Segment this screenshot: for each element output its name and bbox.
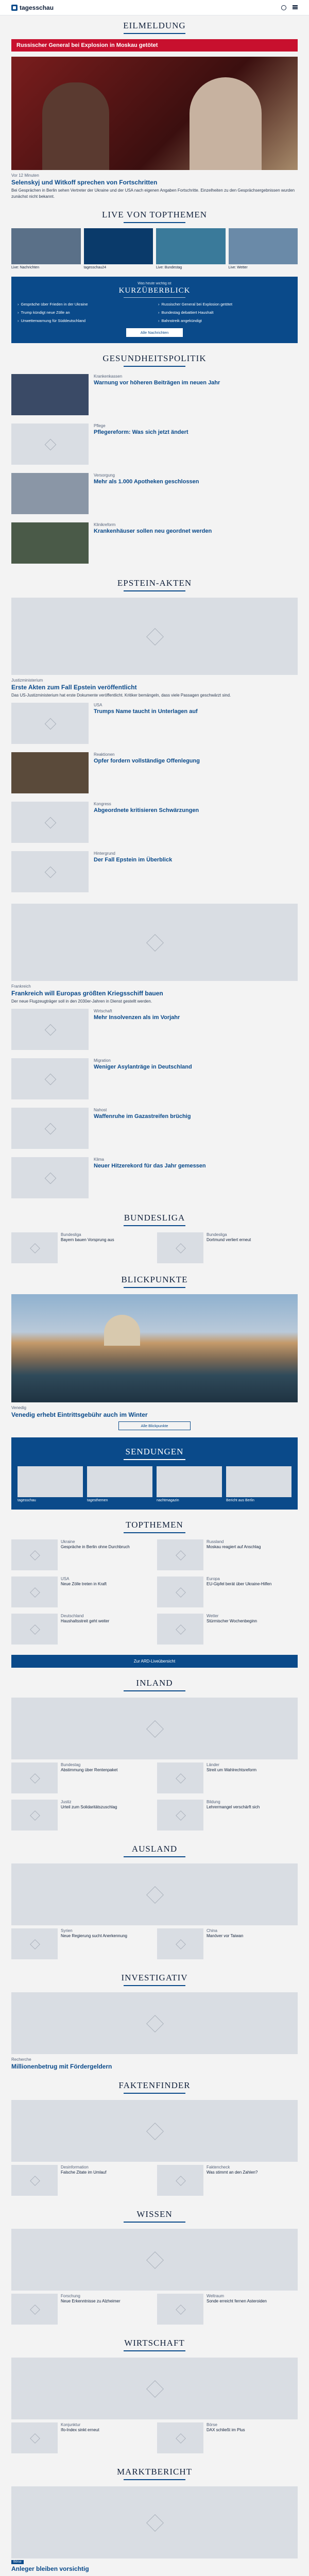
- story-item[interactable]: [11, 2165, 152, 2196]
- story-image: [157, 2294, 203, 2325]
- sendung-item[interactable]: [226, 1466, 291, 1502]
- story-kicker: Klima: [94, 1157, 105, 1162]
- section-rule: [124, 1532, 185, 1533]
- section-rule: [124, 590, 185, 591]
- story-headline[interactable]: Mehr Insolvenzen als im Vorjahr: [94, 1014, 180, 1021]
- story-kicker: Länder: [207, 1762, 219, 1767]
- story-kicker: USA: [61, 1576, 70, 1581]
- live-thumb: [84, 228, 153, 264]
- sendungen-header: [18, 1442, 291, 1463]
- story-item[interactable]: [11, 2294, 152, 2325]
- section-title: INLAND: [136, 1677, 173, 1688]
- story-item[interactable]: [0, 518, 309, 568]
- story-kicker: Wirtschaft: [94, 1008, 112, 1013]
- story-kicker: Krankenkassen: [94, 374, 123, 379]
- story-item[interactable]: [0, 798, 309, 847]
- story-headline[interactable]: Weniger Asylanträge in Deutschland: [94, 1063, 192, 1070]
- section-title: MARKTBERICHT: [116, 2466, 193, 2477]
- hero-headline[interactable]: Selenskyj und Witkoff sprechen von Fortschritten: [11, 179, 158, 186]
- inland-header: [0, 1673, 309, 1694]
- story-headline[interactable]: Opfer fordern vollständige Offenlegung: [94, 758, 200, 765]
- story-image: [157, 1762, 203, 1793]
- menu-icon[interactable]: [293, 5, 298, 9]
- kurz-item[interactable]: › Russischer General bei Explosion getötet: [158, 302, 291, 307]
- section-title: INVESTIGATIV: [121, 1972, 188, 1982]
- story-item[interactable]: [157, 1762, 298, 1793]
- story-kicker: Venedig: [11, 1405, 26, 1410]
- story-image: [11, 1009, 89, 1050]
- ausland-row: [0, 1925, 309, 1962]
- live-card[interactable]: [229, 228, 298, 269]
- story-kicker: Reaktionen: [94, 752, 115, 757]
- topthemen-row: [0, 1536, 309, 1573]
- story-item[interactable]: [11, 1539, 152, 1570]
- sendung-item[interactable]: [18, 1466, 83, 1502]
- sendung-item[interactable]: [157, 1466, 222, 1502]
- kurz-item[interactable]: › Unwetterwarnung für Süddeutschland: [18, 318, 151, 324]
- story-kicker: Bildung: [207, 1799, 220, 1804]
- blickpunkte-header: [0, 1269, 309, 1291]
- markt-links: [0, 2572, 309, 2576]
- kurz-rule: [124, 297, 185, 298]
- story-headline[interactable]: Der Fall Epstein im Überblick: [94, 857, 173, 863]
- section-title: BLICKPUNKTE: [121, 1274, 188, 1284]
- story-item[interactable]: [0, 748, 309, 798]
- story-image: [157, 1232, 203, 1263]
- story-headline[interactable]: Neue Zölle treten in Kraft: [61, 1582, 107, 1587]
- story-kicker: Klinikreform: [94, 522, 116, 528]
- story-headline[interactable]: Bayern bauen Vorsprung aus: [61, 1238, 114, 1243]
- story-image: [157, 2422, 203, 2453]
- story-kicker: Kongress: [94, 802, 111, 807]
- story-item[interactable]: [157, 1800, 298, 1831]
- story-headline[interactable]: Manöver vor Taiwan: [207, 1934, 244, 1939]
- hero-teaser: Bei Gesprächen in Berlin sehen Vertreter der Ukraine und der USA nach eigenen Angaben Fortschritte. Einzelheiten zu den Gesprächsergebnissen wurden zunächst nicht bekannt.: [11, 188, 295, 199]
- section-title: WIRTSCHAFT: [124, 2337, 185, 2348]
- story-kicker: Bundesliga: [207, 1232, 227, 1237]
- faktenfinder-header: [0, 2075, 309, 2097]
- story-item[interactable]: [0, 469, 309, 518]
- live-thumb: [11, 228, 81, 264]
- story-image: [11, 752, 89, 793]
- section-title: GESUNDHEITSPOLITIK: [102, 353, 207, 364]
- story-headline[interactable]: Abgeordnete kritisieren Schwärzungen: [94, 807, 199, 814]
- story-image: [157, 1928, 203, 1959]
- story-tag: Börse: [11, 2560, 24, 2564]
- story-item[interactable]: [0, 1153, 309, 1202]
- section-title: EILMELDUNG: [123, 21, 186, 30]
- wissen-header: [0, 2204, 309, 2226]
- story-headline[interactable]: Urteil zum Solidaritätszuschlag: [61, 1805, 117, 1810]
- story-headline[interactable]: Waffenruhe im Gazastreifen brüchig: [94, 1113, 191, 1120]
- story-headline[interactable]: Neue Erkenntnisse zu Alzheimer: [61, 2299, 121, 2304]
- story-image: [11, 1232, 58, 1263]
- story-image: [11, 2422, 58, 2453]
- breaking-news-link[interactable]: Russischer General bei Explosion in Moskau getötet: [11, 39, 298, 52]
- story-item[interactable]: [0, 1104, 309, 1153]
- markt-image[interactable]: [11, 2486, 298, 2558]
- hero-kicker: Vor 12 Minuten: [11, 173, 39, 178]
- story-kicker: Justizministerium: [11, 678, 43, 683]
- site-header: [0, 0, 309, 15]
- investigativ-header: [0, 1968, 309, 1989]
- story-kicker: Migration: [94, 1058, 111, 1063]
- sendung-thumb: [157, 1466, 222, 1497]
- story-image: [157, 2165, 203, 2196]
- venice-dome: [104, 1315, 140, 1346]
- story-kicker: Forschung: [61, 2293, 80, 2298]
- story-headline[interactable]: Pflegereform: Was sich jetzt ändert: [94, 429, 188, 436]
- topthemen-row: [0, 1573, 309, 1611]
- sendung-thumb: [226, 1466, 291, 1497]
- sendung-label: Bericht aus Berlin: [226, 1498, 254, 1502]
- story-kicker: Hintergrund: [94, 851, 115, 856]
- bundesliga-row: [0, 1229, 309, 1266]
- kurz-item[interactable]: › Trump kündigt neue Zölle an: [18, 310, 151, 315]
- all-news-button[interactable]: Alle Nachrichten: [126, 328, 183, 337]
- section-rule: [124, 1225, 185, 1226]
- story-item[interactable]: [157, 2422, 298, 2453]
- hero-person-right: [190, 77, 262, 170]
- sendung-thumb: [18, 1466, 83, 1497]
- section-rule: [124, 2093, 185, 2094]
- epstein-lead-story[interactable]: [0, 678, 309, 699]
- investigativ-image[interactable]: [11, 1992, 298, 2054]
- blickpunkte-image[interactable]: [11, 1294, 298, 1402]
- inland-row: [0, 1797, 309, 1834]
- bundesliga-header: [0, 1208, 309, 1229]
- wirtschaft-row: [0, 2419, 309, 2456]
- story-image: [11, 802, 89, 843]
- section-rule: [124, 1856, 185, 1857]
- story-headline[interactable]: Dortmund verliert erneut: [207, 1238, 251, 1243]
- section-rule: [124, 1985, 185, 1986]
- story-image: [11, 2165, 58, 2196]
- story-kicker: Russland: [207, 1539, 224, 1544]
- story-teaser: Der neue Flugzeugträger soll in den 2030er-Jahren in Dienst gestellt werden.: [11, 999, 152, 1004]
- story-image: [11, 1614, 58, 1645]
- story-item[interactable]: [0, 847, 309, 896]
- story-image: [11, 1928, 58, 1959]
- story-image: [157, 1614, 203, 1645]
- search-icon[interactable]: [281, 5, 286, 10]
- section-title: EPSTEIN-AKTEN: [117, 578, 192, 588]
- feature-story[interactable]: [0, 984, 309, 1005]
- story-image: [11, 1539, 58, 1570]
- story-item[interactable]: [0, 1005, 309, 1054]
- story-headline[interactable]: Sonde erreicht fernen Asteroiden: [207, 2299, 267, 2304]
- story-headline[interactable]: EU-Gipfel berät über Ukraine-Hilfen: [207, 1582, 272, 1587]
- live-header: [0, 205, 309, 226]
- live-thumb: [156, 228, 226, 264]
- ausland-image[interactable]: [11, 1863, 298, 1925]
- story-image: [157, 1539, 203, 1570]
- wirtschaft-header: [0, 2333, 309, 2354]
- epstein-header: [0, 573, 309, 595]
- story-image: [11, 703, 89, 744]
- story-headline[interactable]: Anleger bleiben vorsichtig: [11, 2565, 89, 2572]
- story-image: [11, 1058, 89, 1099]
- story-kicker: Deutschland: [61, 1613, 84, 1618]
- wissen-image[interactable]: [11, 2229, 298, 2291]
- ausland-header: [0, 1839, 309, 1860]
- section-title: WISSEN: [136, 2209, 173, 2219]
- story-headline[interactable]: Ifo-Index sinkt erneut: [61, 2428, 99, 2433]
- story-headline[interactable]: Mehr als 1.000 Apotheken geschlossen: [94, 479, 199, 485]
- faktenfinder-image[interactable]: [11, 2100, 298, 2162]
- kurzueberblick-box: [11, 277, 298, 343]
- story-item[interactable]: [11, 1762, 152, 1793]
- story-headline[interactable]: Falsche Zitate im Umlauf: [61, 2170, 107, 2175]
- story-item[interactable]: [11, 1577, 152, 1607]
- section-rule: [124, 1690, 185, 1691]
- topthemen-header: [0, 1515, 309, 1536]
- story-item[interactable]: [157, 1577, 298, 1607]
- section-rule: [124, 2222, 185, 2223]
- section-title: AUSLAND: [131, 1843, 178, 1854]
- section-title: TOPTHEMEN: [126, 1519, 183, 1530]
- live-caption: tagesschau24: [83, 266, 107, 270]
- story-image: [11, 423, 89, 465]
- story-image: [11, 1108, 89, 1149]
- story-item[interactable]: [157, 2294, 298, 2325]
- story-item[interactable]: [157, 2165, 298, 2196]
- kurz-item[interactable]: › Bundestag debattiert Haushalt: [158, 310, 291, 315]
- story-item[interactable]: [11, 1928, 152, 1959]
- story-headline[interactable]: Neue Regierung sucht Anerkennung: [61, 1934, 127, 1939]
- hero-story[interactable]: [0, 173, 309, 199]
- section-rule: [124, 2350, 185, 2351]
- story-headline[interactable]: Haushaltsstreit geht weiter: [61, 1619, 110, 1624]
- section-rule: [124, 1459, 185, 1460]
- story-headline[interactable]: Was stimmt an den Zahlen?: [207, 2170, 258, 2175]
- story-item[interactable]: [0, 699, 309, 748]
- kurz-title: KURZÜBERBLICK: [118, 286, 191, 295]
- wirtschaft-image[interactable]: [11, 2358, 298, 2419]
- kurz-list: [18, 302, 291, 323]
- story-image: [11, 1762, 58, 1793]
- markt-header: [0, 2462, 309, 2483]
- live-card[interactable]: [156, 228, 226, 269]
- story-headline[interactable]: Moskau reagiert auf Anschlag: [207, 1545, 261, 1550]
- logo-icon: [11, 5, 18, 11]
- story-kicker: Weltraum: [207, 2293, 225, 2298]
- story-image: [11, 374, 89, 415]
- story-headline[interactable]: Erste Akten zum Fall Epstein veröffentlicht: [11, 684, 137, 691]
- story-image: [11, 2294, 58, 2325]
- story-kicker: Justiz: [61, 1799, 72, 1804]
- inland-image[interactable]: [11, 1698, 298, 1759]
- live-caption: Live: Nachrichten: [11, 266, 40, 270]
- section-title: LIVE VON TOPTHEMEN: [101, 210, 208, 220]
- hero-image[interactable]: [11, 57, 298, 170]
- section-title: BUNDESLIGA: [124, 1212, 185, 1223]
- section-rule: [124, 33, 185, 34]
- story-headline[interactable]: Krankenhäuser sollen neu geordnet werden: [94, 528, 212, 535]
- topthemen-row: [0, 1611, 309, 1648]
- story-headline[interactable]: Trumps Name taucht in Unterlagen auf: [94, 708, 198, 715]
- hero-person-left: [42, 82, 109, 170]
- sendung-label: tagesthemen: [87, 1498, 108, 1502]
- sendung-label: tagesschau: [18, 1498, 36, 1502]
- story-image: [11, 1157, 89, 1198]
- story-kicker: Faktencheck: [207, 2164, 230, 2170]
- story-headline[interactable]: Abstimmung über Rentenpaket: [61, 1768, 118, 1773]
- section-title: FAKTENFINDER: [118, 2080, 191, 2090]
- blickpunkte-story[interactable]: [0, 1405, 309, 1418]
- story-item[interactable]: [157, 1539, 298, 1570]
- section-title: SENDUNGEN: [125, 1446, 184, 1456]
- section-rule: [124, 1287, 185, 1288]
- story-image: [11, 522, 89, 564]
- live-card[interactable]: [84, 228, 153, 269]
- epstein-image[interactable]: [11, 598, 298, 675]
- logo-text: tagesschau: [20, 4, 54, 11]
- inland-row: [0, 1759, 309, 1797]
- story-kicker: Frankreich: [11, 984, 31, 989]
- faktenfinder-row: [0, 2162, 309, 2199]
- story-headline[interactable]: Millionenbetrug mit Fördergeldern: [11, 2062, 112, 2070]
- story-headline[interactable]: DAX schließt im Plus: [207, 2428, 245, 2433]
- story-kicker: Bundesliga: [61, 1232, 81, 1237]
- sendungen-box: [11, 1437, 298, 1510]
- story-kicker: Syrien: [61, 1928, 73, 1933]
- sendung-thumb: [87, 1466, 152, 1497]
- story-kicker: Versorgung: [94, 473, 115, 478]
- kurz-kicker: Was heute wichtig ist: [138, 282, 171, 286]
- story-image: [157, 1577, 203, 1607]
- story-item[interactable]: [0, 370, 309, 419]
- story-kicker: China: [207, 1928, 217, 1933]
- story-kicker: Recherche: [11, 2057, 31, 2062]
- story-image: [11, 473, 89, 514]
- story-teaser: Das US-Justizministerium hat erste Dokumente veröffentlicht. Kritiker bemängeln, dass viele Passagen geschwärzt sind.: [11, 693, 231, 698]
- story-kicker: Ukraine: [61, 1539, 75, 1544]
- story-kicker: Pflege: [94, 423, 106, 429]
- story-image: [11, 1577, 58, 1607]
- story-headline[interactable]: Streit um Wahlrechtsreform: [207, 1768, 257, 1773]
- story-image: [157, 1800, 203, 1831]
- story-kicker: Bundestag: [61, 1762, 81, 1767]
- story-headline[interactable]: Stürmischer Wochenbeginn: [207, 1619, 258, 1624]
- all-blickpunkte-button[interactable]: Alle Blickpunkte: [118, 1421, 191, 1430]
- gesundheit-header: [0, 348, 309, 370]
- live-thumb: [229, 228, 298, 264]
- story-image: [11, 851, 89, 892]
- sendung-item[interactable]: [87, 1466, 152, 1502]
- story-item[interactable]: [11, 1800, 152, 1831]
- story-kicker: Nahost: [94, 1107, 107, 1112]
- story-item[interactable]: [157, 1232, 298, 1263]
- story-headline[interactable]: Frankreich will Europas größten Kriegsschiff bauen: [11, 990, 163, 997]
- markt-story[interactable]: [0, 2558, 309, 2572]
- story-kicker: Börse: [207, 2422, 217, 2427]
- story-headline[interactable]: Neuer Hitzerekord für das Jahr gemessen: [94, 1162, 206, 1169]
- tagesschau-logo[interactable]: [11, 4, 54, 11]
- story-headline[interactable]: Gespräche in Berlin ohne Durchbruch: [61, 1545, 130, 1550]
- kurz-item[interactable]: › Bahnstreik angekündigt: [158, 318, 291, 324]
- story-kicker: USA: [94, 703, 102, 708]
- story-headline[interactable]: Lehrermangel verschärft sich: [207, 1805, 260, 1810]
- story-kicker: Konjunktur: [61, 2422, 81, 2427]
- story-item[interactable]: [157, 1614, 298, 1645]
- story-kicker: Wetter: [207, 1613, 219, 1618]
- ard-live-banner[interactable]: Zur ARD-Liveübersicht: [11, 1655, 298, 1668]
- kurz-item[interactable]: › Gespräche über Frieden in der Ukraine: [18, 302, 151, 307]
- sendungen-grid: [18, 1466, 291, 1502]
- story-image: [11, 1800, 58, 1831]
- story-headline[interactable]: Warnung vor höheren Beiträgen im neuen Jahr: [94, 380, 220, 386]
- story-item[interactable]: [0, 419, 309, 469]
- story-kicker: Europa: [207, 1576, 220, 1581]
- wissen-row: [0, 2291, 309, 2328]
- header-icons: [281, 5, 298, 10]
- live-caption: Live: Wetter: [228, 266, 248, 270]
- section-rule: [124, 366, 185, 367]
- sendung-label: nachtmagazin: [157, 1498, 179, 1502]
- eilmeldung-header: [0, 15, 309, 37]
- story-item[interactable]: [11, 1614, 152, 1645]
- live-card[interactable]: [11, 228, 81, 269]
- story-item[interactable]: [11, 1232, 152, 1263]
- live-strip: [0, 228, 309, 269]
- story-kicker: Desinformation: [61, 2164, 89, 2170]
- feature-image[interactable]: [11, 904, 298, 981]
- section-rule: [124, 2479, 185, 2480]
- story-item[interactable]: [11, 2422, 152, 2453]
- story-item[interactable]: [157, 1928, 298, 1959]
- story-headline[interactable]: Venedig erhebt Eintrittsgebühr auch im Winter: [11, 1411, 148, 1418]
- live-caption: Live: Bundestag: [156, 266, 182, 270]
- investigativ-story[interactable]: [0, 2057, 309, 2070]
- story-item[interactable]: [0, 1054, 309, 1104]
- section-rule: [124, 222, 185, 223]
